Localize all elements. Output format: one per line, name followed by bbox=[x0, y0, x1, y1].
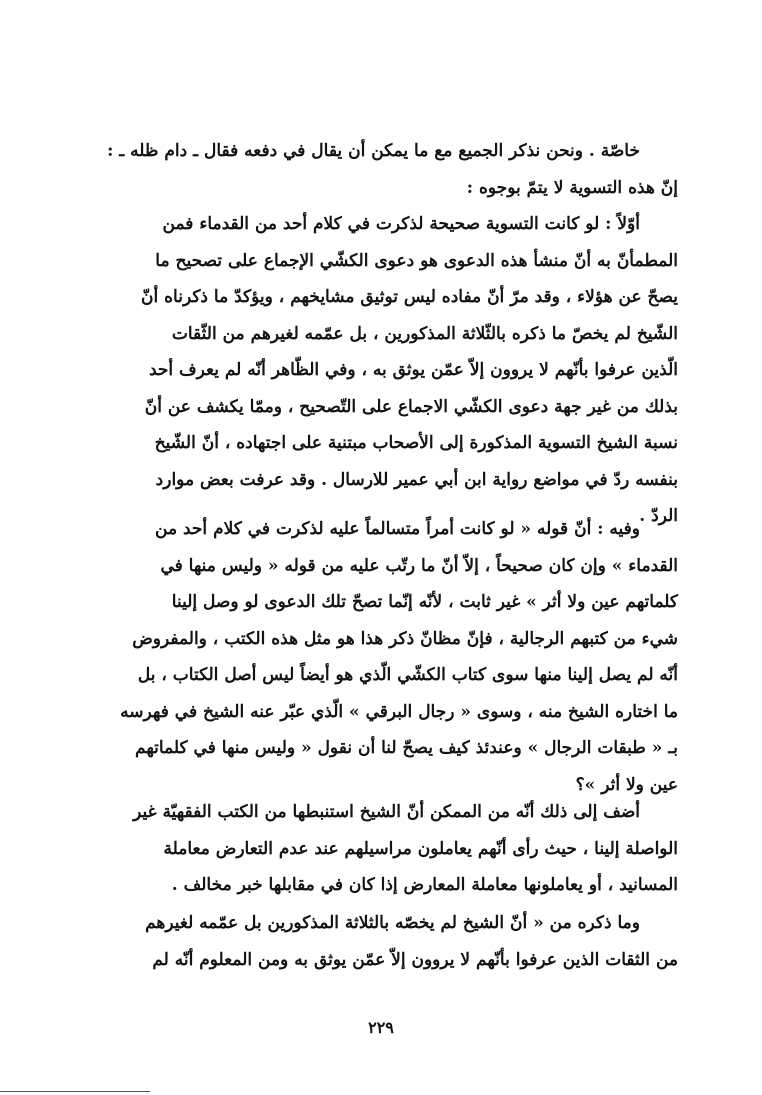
text-line: القدماء » وإن كان صحيحاً ، إلاّ أنّ ما رتّب عليه من قوله « وليس منها في bbox=[160, 555, 678, 576]
text-line: أنّه لم يصل إلينا منها سوى كتاب الكشّي الّذي هو أيضاً ليس أصل الكتاب ، بل bbox=[137, 665, 678, 685]
text-line: ما اختاره الشيخ منه ، وسوى « رجال البرقي » الّذي عبّر عنه الشيخ في فهرسه bbox=[120, 701, 678, 722]
text-line: أضف إلى ذلك أنّه من الممكن أنّ الشيخ استنبطها من الكتب الفقهيّة غير bbox=[133, 802, 640, 822]
paragraph-intro bbox=[104, 133, 678, 206]
text-line: الّذين عرفوا بأنّهم لا يروون إلاّ عمّن يوثق به ، وفي الظّاهر أنّه لم يعرف أحد bbox=[148, 360, 678, 380]
paragraph-first-point bbox=[104, 206, 678, 535]
text-line: بنفسه ردّ في مواضع رواية ابن أبي عمير للارسال . وقد عرفت بعض موارد bbox=[155, 469, 678, 490]
text-line: نسبة الشيخ التسوية المذكورة إلى الأصحاب مبتنية على اجتهاده ، أنّ الشّيخ bbox=[154, 433, 678, 453]
text-line: يصحّ عن هؤلاء ، وقد مرّ أنّ مفاده ليس توثيق مشايخهم ، ويؤكدّ ما ذكرناه أنّ bbox=[141, 287, 678, 307]
text-line: الردّ . bbox=[639, 506, 678, 526]
text-line: الواصلة إلينا ، حيث رأى أنّهم يعاملون مراسيلهم عند عدم التعارض معاملة bbox=[163, 838, 678, 859]
paragraph-closing bbox=[104, 905, 678, 978]
paragraph-response bbox=[104, 511, 678, 803]
text-line: الشّيخ لم يخصّ ما ذكره بالثّلاثة المذكورين ، بل عمّمه لغيرهم من الثّقات bbox=[171, 323, 678, 344]
text-line: المسانيد ، أو يعاملونها معاملة المعارض إذا كان في مقابلها خبر مخالف . bbox=[171, 875, 678, 895]
text-line: بذلك من غير جهة دعوى الكشّي الاجماع على التّصحيح ، وممّا يكشف عن أنّ bbox=[144, 396, 678, 417]
paragraph-addition bbox=[104, 794, 678, 904]
text-line: عين ولا أثر »؟ bbox=[575, 774, 678, 795]
text-line: كلماتهم عين ولا أثر » غير ثابت ، لأنّه إنّما تصحّ تلك الدعوى لو وصل إلينا bbox=[171, 592, 678, 612]
text-line: إنّ هذه التسوية لا يتمّ بوجوه : bbox=[466, 177, 678, 198]
text-line: وفيه : أنّ قوله « لو كانت أمراً متسالماً عليه لذكرت في كلام أحد من bbox=[155, 519, 640, 539]
text-line: بـ « طبقات الرجال » وعندئذ كيف يصحّ لنا أن نقول « وليس منها في كلماتهم bbox=[135, 738, 678, 758]
text-line: المطمأنّ به أنّ منشأ هذه الدعوى هو دعوى الكشّي الإجماع على تصحيح ما bbox=[155, 250, 678, 271]
page-number: ٢٢٩ bbox=[368, 1018, 394, 1037]
text-line: شيء من كتبهم الرجالية ، فإنّ مظانّ ذكر هذا هو مثل هذه الكتب ، والمفروض bbox=[132, 628, 678, 649]
bottom-divider bbox=[0, 1091, 150, 1092]
text-line: أوّلاً : لو كانت التسوية صحيحة لذكرت في كلام أحد من القدماء فمن bbox=[162, 214, 640, 234]
text-line: وما ذكره من « أنّ الشيخ لم يخصّه بالثلاثة المذكورين بل عمّمه لغيرهم bbox=[145, 913, 640, 933]
text-line: من الثقات الذين عرفوا بأنّهم لا يروون إلاّ عمّن يوثق به ومن المعلوم أنّه لم bbox=[152, 949, 678, 970]
text-line: خاصّة . ونحن نذكر الجميع مع ما يمكن أن يقال في دفعه فقال ـ دام ظله ـ : bbox=[107, 141, 640, 161]
